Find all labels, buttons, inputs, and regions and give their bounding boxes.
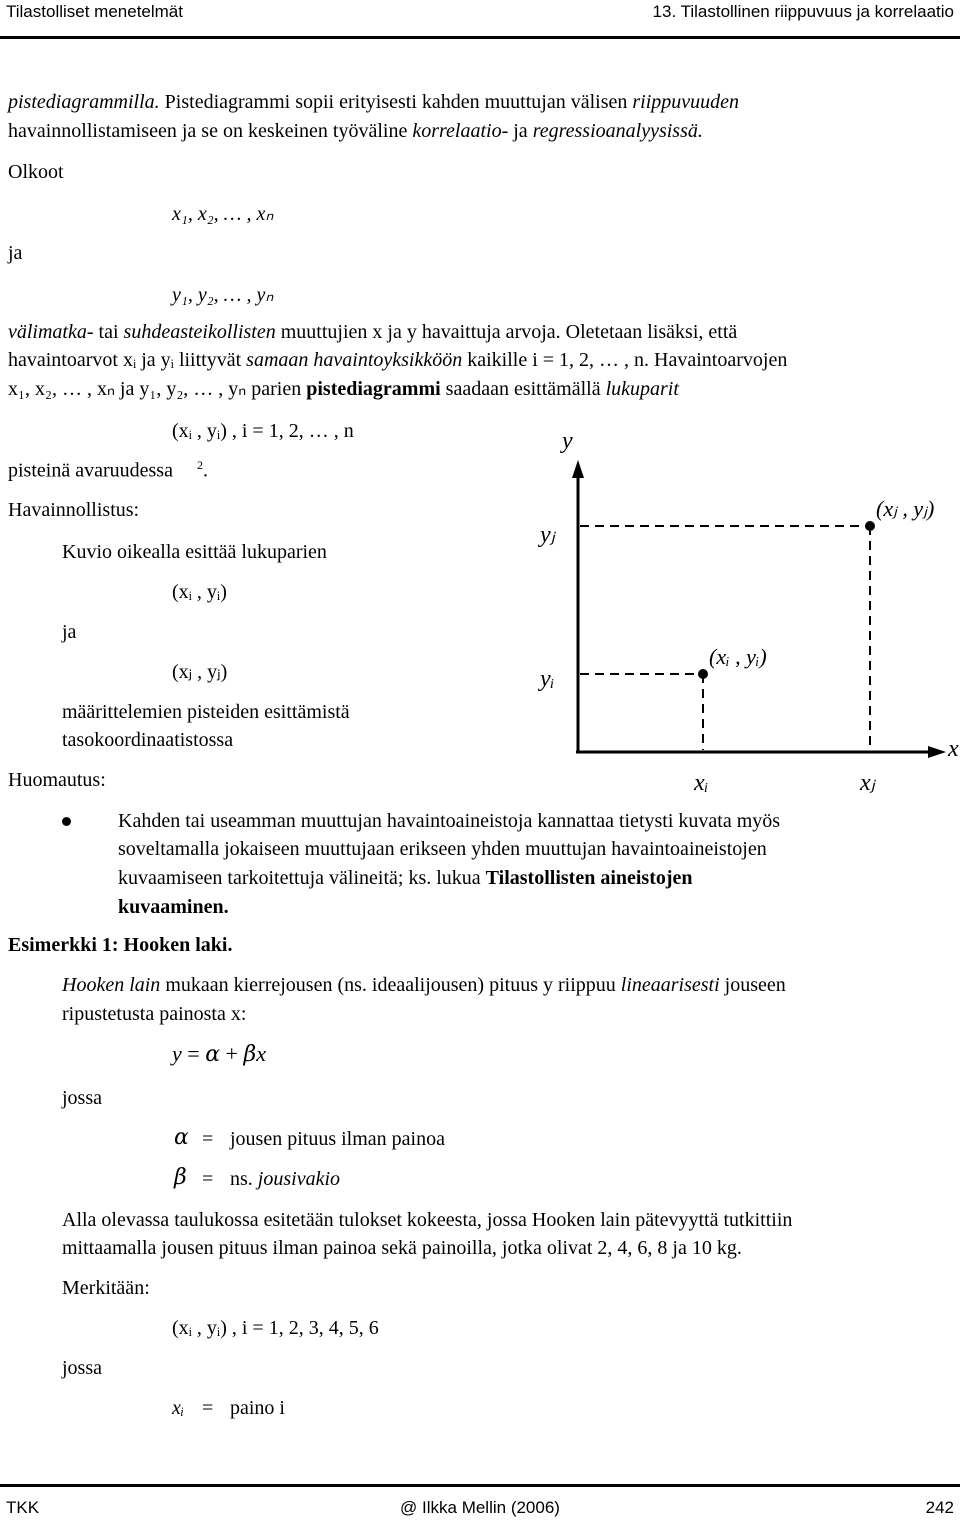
- tick-label-yi: yᵢ: [540, 666, 555, 692]
- eq-beta: β: [243, 1042, 257, 1067]
- text-run: pisteinä avaruudessa: [8, 459, 173, 482]
- header-left: Tilastolliset menetelmät: [6, 2, 183, 21]
- text-run: ns.: [230, 1168, 258, 1190]
- italic-term: lineaarisesti: [620, 974, 720, 996]
- text-run: saadaan esittämällä: [440, 378, 606, 400]
- tick-label-xj: xⱼ: [860, 770, 875, 796]
- bullet-line: [118, 866, 693, 890]
- bullet-line: soveltamalla jokaiseen muuttujaan erikseen yhden muuttujan havaintoaineistojen: [118, 838, 767, 860]
- italic-term: regressioanalyysissä.: [532, 120, 703, 142]
- x-axis-arrowhead: [928, 746, 946, 758]
- paragraph-line: [8, 90, 739, 114]
- hooke-line: ripustetusta painosta x:: [62, 1003, 247, 1025]
- paragraph-line: [8, 320, 737, 344]
- pairs6-formula: (xᵢ , yᵢ) , i = 1, 2, 3, 4, 5, 6: [172, 1317, 379, 1339]
- italic-term: Hooken lain: [62, 974, 161, 996]
- point-j: [865, 521, 875, 531]
- italic-term: pistediagrammilla.: [8, 91, 160, 113]
- paragraph-line: [8, 348, 787, 372]
- merkitaan-label: Merkitään:: [62, 1277, 150, 1299]
- xi-equals: =: [202, 1397, 214, 1419]
- jossa-label: jossa: [62, 1357, 102, 1379]
- paragraph-line: [8, 377, 679, 401]
- beta-symbol: β: [174, 1165, 187, 1190]
- alla-line: Alla olevassa taulukossa esitetään tulokset kokeesta, jossa Hooken lain pätevyyttä tutkittiin: [62, 1209, 793, 1231]
- ja-label: ja: [62, 621, 77, 643]
- header-right: 13. Tilastollinen riippuvuus ja korrelaatio: [652, 2, 954, 21]
- text-run: x₁, x₂, … , xₙ ja y₁, y₂, … , yₙ parien: [8, 378, 307, 400]
- page-number: 242: [925, 1498, 954, 1517]
- tick-label-xi: xᵢ: [694, 770, 709, 796]
- footer-rule: [0, 1484, 960, 1487]
- paragraph-line: [8, 119, 703, 143]
- bold-term: Tilastollisten aineistojen: [485, 867, 693, 889]
- alpha-symbol: α: [174, 1125, 189, 1150]
- y-sequence: y₁, y₂, … , yₙ: [172, 284, 274, 306]
- beta-equals: =: [202, 1168, 214, 1190]
- italic-term: samaan havaintoyksikköön: [246, 349, 463, 371]
- xi-symbol: xᵢ: [172, 1397, 185, 1419]
- maar-line2: tasokoordinaatistossa: [62, 729, 234, 751]
- maar-line1: määrittelemien pisteiden esittämistä: [62, 701, 350, 723]
- eq-alpha: α: [205, 1042, 221, 1067]
- text-run: mukaan kierrejousen (ns. ideaalijousen) pituus y riippuu: [160, 974, 621, 996]
- text-run: havaintoarvot xᵢ ja yᵢ liittyvät: [8, 349, 247, 371]
- alla-line: mittaamalla jousen pituus ilman painoa sekä painoilla, jotka olivat 2, 4, 6, 8 ja 10 kg.: [62, 1237, 742, 1259]
- havainnollistus-heading: Havainnollistus:: [8, 499, 140, 521]
- hooke-line: [62, 973, 786, 997]
- eq-plus: +: [220, 1041, 244, 1066]
- huomautus-heading: Huomautus:: [8, 769, 106, 791]
- scatter-illustration: [520, 420, 960, 800]
- eq-equals: =: [181, 1041, 206, 1066]
- point-j-label: (xⱼ , yⱼ): [876, 496, 935, 521]
- tick-label-yj: yⱼ: [540, 522, 555, 548]
- space-superscript: 2: [196, 458, 203, 472]
- axis-x-label: x: [948, 736, 959, 762]
- text-run: muuttujien x ja y havaittuja arvoja. Oletetaan lisäksi, että: [275, 321, 738, 343]
- axis-y-label: y: [562, 428, 573, 454]
- text-run: jouseen: [719, 974, 786, 996]
- pairs-formula: (xᵢ , yᵢ) , i = 1, 2, … , n: [172, 420, 354, 442]
- eq-x: x: [256, 1041, 266, 1066]
- italic-term: lukuparit: [605, 378, 679, 400]
- text-run: havainnollistamiseen ja se on keskeinen työväline: [8, 120, 413, 142]
- beta-definition: [230, 1167, 340, 1191]
- space-line: pisteinä avaruudessa $^2$.: [8, 458, 208, 482]
- text-run: - tai: [86, 321, 124, 343]
- italic-term: korrelaatio: [412, 120, 502, 142]
- italic-term: suhdeasteikollisten: [123, 321, 276, 343]
- eq-y: y: [172, 1041, 182, 1066]
- pair-j: (xⱼ , yⱼ): [172, 661, 228, 683]
- bullet-dot: [62, 817, 71, 826]
- alpha-equals: =: [202, 1128, 214, 1150]
- italic-term: välimatka: [8, 321, 87, 343]
- text-run: - ja: [501, 120, 533, 142]
- bullet-line: kuvaaminen.: [118, 896, 229, 918]
- olkoot-label: Olkoot: [8, 161, 64, 183]
- footer-left: TKK: [6, 1498, 40, 1517]
- bullet-line: Kahden tai useamman muuttujan havaintoaineistoja kannattaa tietysti kuvata myös: [118, 810, 781, 832]
- example-title: Esimerkki 1: Hooken laki.: [8, 934, 233, 956]
- text-run: kaikille i = 1, 2, … , n. Havaintoarvojen: [462, 349, 788, 371]
- xi-definition: paino i: [230, 1397, 285, 1419]
- text-run: kuvaamiseen tarkoitettuja välineitä; ks. lukua: [118, 867, 486, 889]
- italic-term: riippuvuuden: [632, 91, 740, 113]
- point-i: [698, 669, 708, 679]
- header-rule: [0, 36, 960, 39]
- alpha-definition: jousen pituus ilman painoa: [230, 1128, 445, 1150]
- italic-term: jousivakio: [257, 1168, 341, 1190]
- bold-term: pistediagrammi: [306, 378, 441, 400]
- pair-i: (xᵢ , yᵢ): [172, 581, 227, 603]
- jossa-label: jossa: [62, 1087, 102, 1109]
- x-sequence: x₁, x₂, … , xₙ: [172, 203, 274, 225]
- footer-center: @ Ilkka Mellin (2006): [400, 1498, 560, 1517]
- hooke-equation: [172, 1041, 266, 1068]
- text-run: Pistediagrammi sopii erityisesti kahden muuttujan välisen: [159, 91, 633, 113]
- ja-label: ja: [8, 242, 23, 264]
- point-i-label: (xᵢ , yᵢ): [709, 644, 767, 669]
- kuvio-text: Kuvio oikealla esittää lukuparien: [62, 541, 327, 563]
